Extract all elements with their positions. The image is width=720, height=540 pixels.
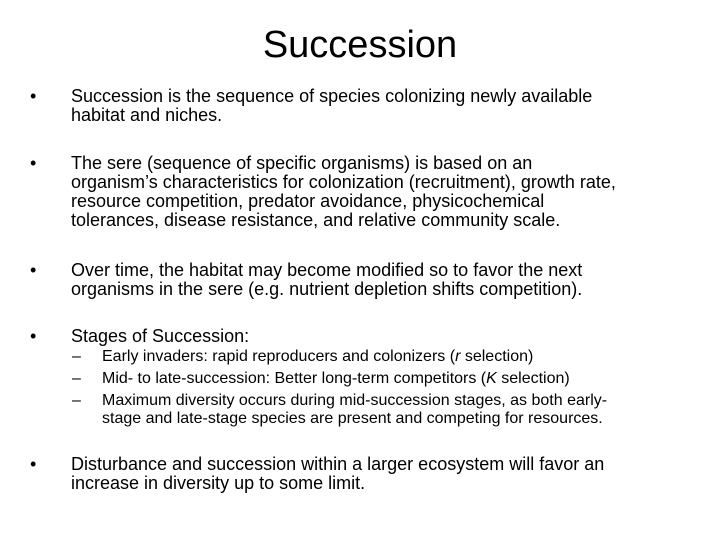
bullet-text: The sere (sequence of specific organisms) is based on an organism’s characteristics for colonization (recruitment), growth rate, resource competition, predator avoidance, physicochemical tolerances, disease resistance, and relative community scale. [71,153,616,230]
bullet-marker: • [30,153,37,173]
sub-item [72,348,682,366]
bullet-marker: • [30,454,37,474]
sub-text [102,370,682,388]
sub-marker: – [72,348,81,365]
bullet-text: Succession is the sequence of species colonizing newly available habitat and niches. [71,86,593,125]
bullet-item [30,87,670,125]
sub-item [72,392,682,428]
bullet-item [30,261,670,299]
sub-text-part: selection) [460,348,534,365]
sub-text-part: Mid- to late-succession: Better long-term competitors ( [102,370,487,387]
sub-text-part: Early invaders: rapid reproducers and colonizers ( [102,348,456,365]
sub-text [102,392,682,428]
bullet-text: Over time, the habitat may become modified so to favor the next organisms in the sere (e.g. nutrient depletion shifts competition). [71,260,583,299]
sub-marker: – [72,370,81,387]
bullet-item [30,154,670,230]
sub-item [72,370,682,388]
bullet-marker: • [30,86,37,106]
sub-list [72,348,682,432]
sub-text-part: Maximum diversity occurs during mid-succession stages, as both early- stage and late-stage species are present and competing for resources. [102,392,608,427]
sub-text-italic: K [486,370,497,387]
sub-marker: – [72,392,81,409]
bullet-marker: • [30,260,37,280]
sub-text [102,348,682,366]
bullet-text: Stages of Succession: [71,326,250,346]
bullet-marker: • [30,326,37,346]
sub-text-part: selection) [496,370,570,387]
bullet-item [30,455,670,493]
bullet-item [30,327,670,346]
bullet-text: Disturbance and succession within a larger ecosystem will favor an increase in diversity up to some limit. [71,454,605,493]
slide-title: Succession [262,24,458,66]
sub-text-italic: r [455,348,461,365]
